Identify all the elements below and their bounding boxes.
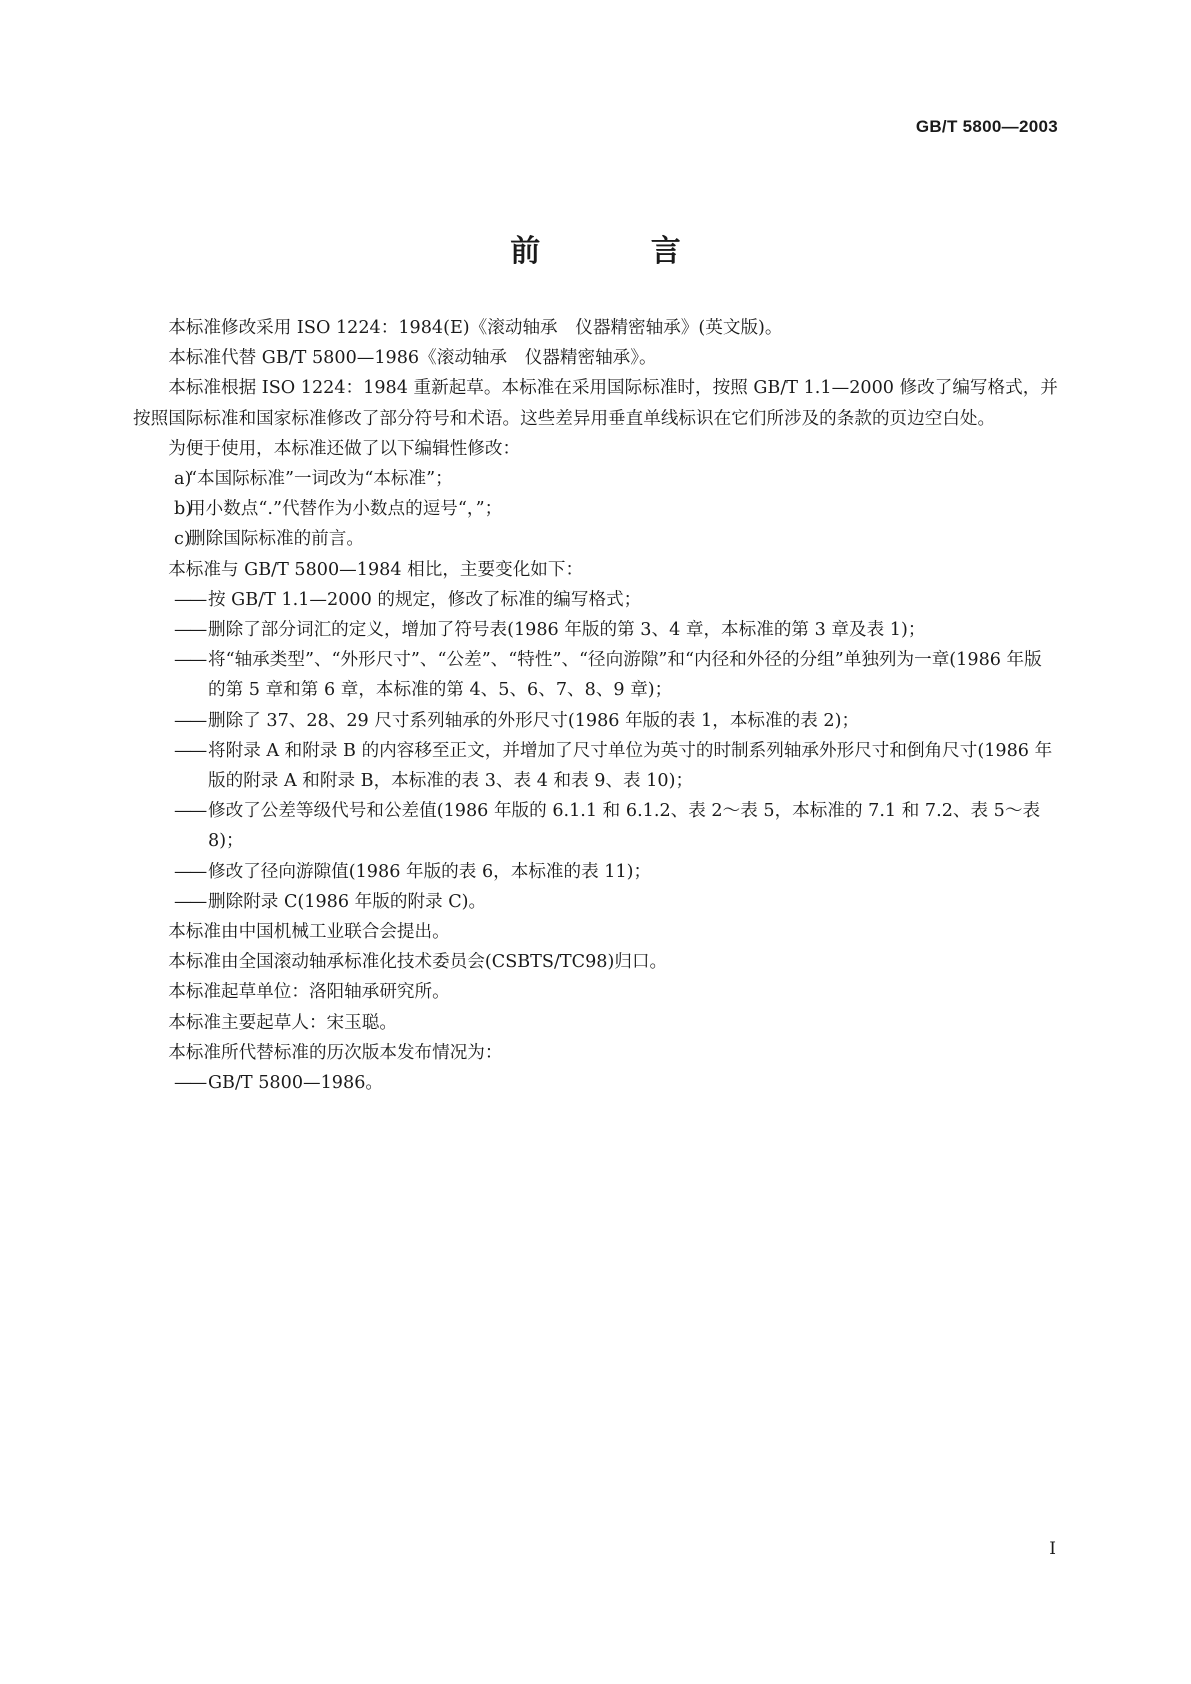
item-text: 用小数点“.”代替作为小数点的逗号“，”； bbox=[188, 499, 503, 520]
list-item bbox=[133, 524, 1058, 554]
change-text: 修改了公差等级代号和公差值(1986 年版的 6.1.1 和 6.1.2、表 2～表 5，本标准的 7.1 和 7.2、表 5～表 8)； bbox=[208, 801, 1041, 852]
page-number: I bbox=[1049, 1539, 1056, 1559]
dash-marker: —— bbox=[174, 650, 206, 671]
paragraph: 本标准主要起草人：宋玉聪。 bbox=[168, 1012, 397, 1033]
standard-code: GB/T 5800—2003 bbox=[915, 117, 1058, 136]
paragraph: 本标准所代替标准的历次版本发布情况为： bbox=[168, 1042, 503, 1063]
history-text: GB/T 5800—1986。 bbox=[208, 1073, 383, 1094]
item-label: b) bbox=[174, 499, 193, 520]
foreword-body bbox=[133, 313, 1058, 1098]
change-text: 删除了 37、28、29 尺寸系列轴承的外形尺寸(1986 年版的表 1，本标准的表 2)； bbox=[208, 710, 860, 731]
history-item bbox=[133, 1068, 1058, 1098]
item-label: c) bbox=[174, 529, 191, 550]
list-item bbox=[133, 494, 1058, 524]
page-title: 前 言 bbox=[510, 234, 731, 269]
change-item bbox=[133, 645, 1058, 705]
change-item bbox=[133, 857, 1058, 887]
dash-marker: —— bbox=[174, 620, 206, 641]
paragraph: 本标准起草单位：洛阳轴承研究所。 bbox=[168, 982, 450, 1003]
list-item bbox=[133, 464, 1058, 494]
change-text: 按 GB/T 1.1—2000 的规定，修改了标准的编写格式； bbox=[208, 589, 642, 610]
paragraph: 本标准根据 ISO 1224：1984 重新起草。本标准在采用国际标准时，按照 GB/T 1.1—2000 修改了编写格式，并按照国际标准和国家标准修改了部分符号和术语。这些差异用垂直单线标识在它们所涉及的条款的页边空白处。 bbox=[133, 378, 1058, 429]
change-text: 删除了部分词汇的定义，增加了符号表(1986 年版的第 3、4 章，本标准的第 3 章及表 1)； bbox=[208, 620, 926, 641]
item-text: 删除国际标准的前言。 bbox=[188, 529, 364, 550]
item-text: “本国际标准”一词改为“本标准”； bbox=[188, 469, 453, 490]
dash-marker: —— bbox=[174, 891, 206, 912]
item-label: a) bbox=[174, 469, 192, 490]
paragraph: 本标准由全国滚动轴承标准化技术委员会(CSBTS/TC98)归口。 bbox=[168, 952, 668, 973]
change-item bbox=[133, 887, 1058, 917]
change-item bbox=[133, 585, 1058, 615]
dash-marker: —— bbox=[174, 740, 206, 761]
change-item bbox=[133, 615, 1058, 645]
change-text: 修改了径向游隙值(1986 年版的表 6，本标准的表 11)； bbox=[208, 861, 652, 882]
change-item bbox=[133, 706, 1058, 736]
paragraph: 为便于使用，本标准还做了以下编辑性修改： bbox=[168, 438, 521, 459]
dash-marker: —— bbox=[174, 861, 206, 882]
change-item bbox=[133, 796, 1058, 856]
change-text: 删除附录 C(1986 年版的附录 C)。 bbox=[208, 891, 487, 912]
dash-marker: —— bbox=[174, 801, 206, 822]
dash-marker: —— bbox=[174, 1073, 206, 1094]
change-text: 将“轴承类型”、“外形尺寸”、“公差”、“特性”、“径向游隙”和“内径和外径的分组”单独列为一章(1986 年版的第 5 章和第 6 章，本标准的第 4、5、6、7、8、9 章)； bbox=[208, 650, 1042, 701]
dash-marker: —— bbox=[174, 710, 206, 731]
paragraph: 本标准代替 GB/T 5800—1986《滚动轴承 仪器精密轴承》。 bbox=[168, 348, 657, 369]
change-text: 将附录 A 和附录 B 的内容移至正文，并增加了尺寸单位为英寸的时制系列轴承外形尺寸和倒角尺寸(1986 年版的附录 A 和附录 B，本标准的表 3、表 4 和表 9、表 10)； bbox=[208, 740, 1053, 792]
change-item bbox=[133, 736, 1058, 796]
paragraph: 本标准由中国机械工业联合会提出。 bbox=[168, 922, 450, 943]
paragraph: 本标准与 GB/T 5800—1984 相比，主要变化如下： bbox=[168, 559, 584, 580]
paragraph: 本标准修改采用 ISO 1224：1984(E)《滚动轴承 仪器精密轴承》(英文版)。 bbox=[168, 318, 783, 338]
dash-marker: —— bbox=[174, 589, 206, 610]
